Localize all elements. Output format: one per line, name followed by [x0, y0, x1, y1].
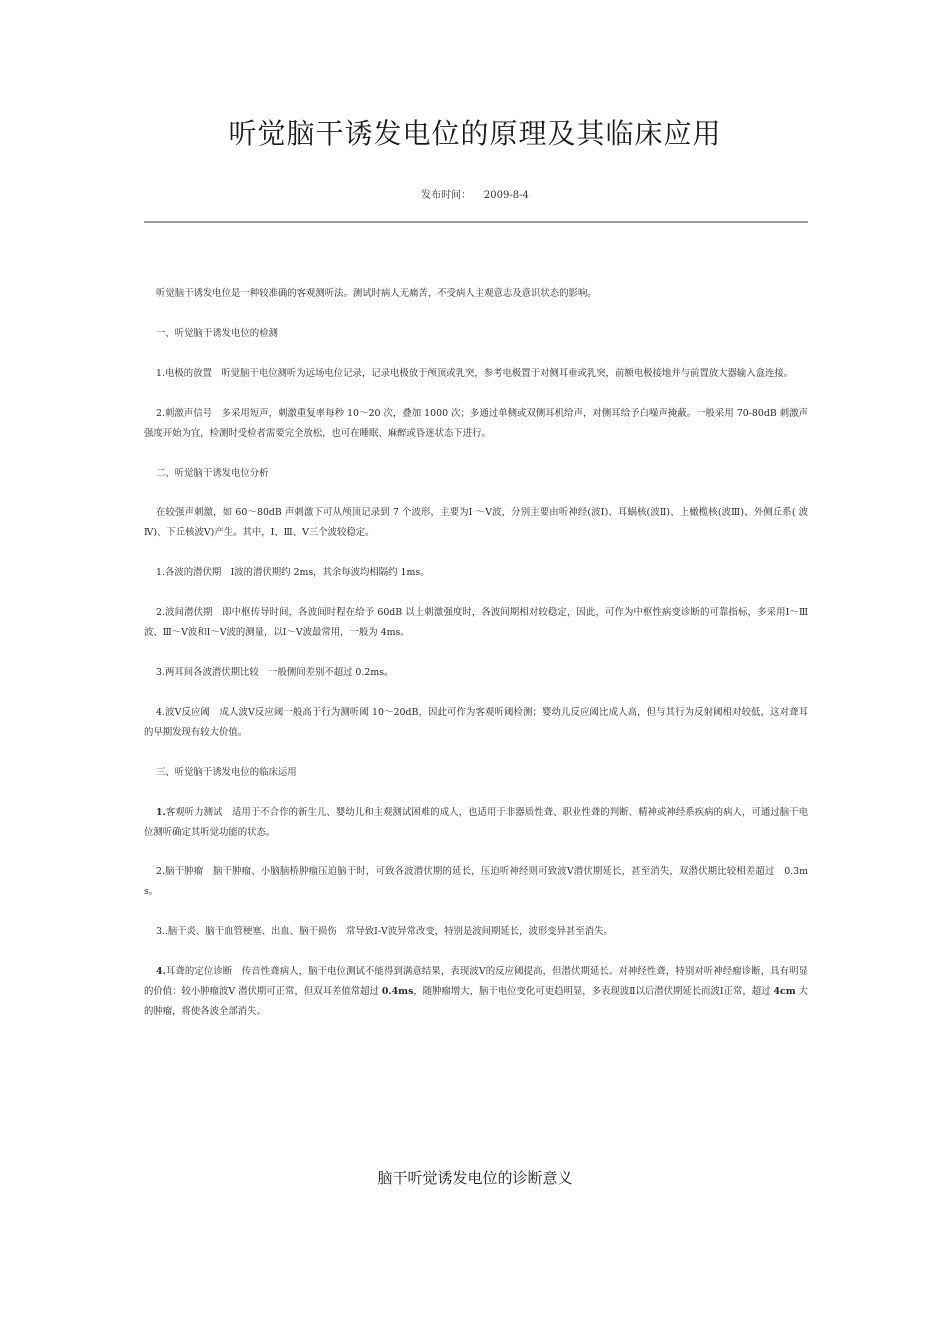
header-divider	[144, 221, 808, 223]
section-3-paragraph-1	[144, 803, 808, 843]
article-body	[144, 284, 808, 1042]
section-2-paragraph-4: 4.波Ⅴ反应阈 成人波Ⅴ反应阈一般高于行为测听阈 10～20dB，因此可作为客观听阈检测；婴幼儿反应阈比成人高，但与其行为反射阈相对较低，这对聋耳的早期发现有较大价值。	[144, 706, 808, 738]
item-value-size: 4cm	[773, 986, 796, 998]
section-1-heading: 一、听觉脑干诱发电位的检测	[156, 327, 278, 339]
item-text-a: 耳聋的定位诊断 传音性聋病人，脑干电位测试不能得到满意结果，表现波Ⅴ的反应阈提高，但潜伏期延长。对神经性聋，特别对听神经瘤诊断，具有明显的价值：较小肿瘤波Ⅴ 潜伏期可正常，但双耳差值常超过	[144, 966, 808, 998]
section-2-paragraph-2: 2.波间潜伏期 即中枢传导时间，各波间时程在给予 60dB 以上刺激强度时，各波间期相对较稳定，因此，可作为中枢性病变诊断的可靠指标，多采用Ⅰ～Ⅲ波、Ⅲ～Ⅴ波和Ⅰ～Ⅴ波的测量，以Ⅰ～Ⅴ波最常用，一般为 4ms。	[144, 607, 808, 639]
publish-date-value: 2009-8-4	[483, 190, 529, 201]
item-number: 1.	[156, 806, 166, 818]
section-2-heading: 二、听觉脑干诱发电位分析	[156, 467, 269, 479]
section-2-paragraph-1: 1.各波的潜伏期 Ⅰ波的潜伏期约 2ms，其余每波均相隔约 1ms。	[156, 567, 430, 579]
section-1-paragraph-1: 1.电极的放置 听觉脑干电位测听为远场电位记录，记录电极放于颅顶或乳突，参考电极置于对侧耳垂或乳突，前额电极接地并与前置放大器输入盒连接。	[156, 367, 794, 379]
item-text: 客观听力测试 适用于不合作的新生儿、婴幼儿和主观测试困难的成人，也适用于非器质性聋、职业性聋的判断、精神或神经系疾病的病人，可通过脑干电位测听确定其听觉功能的状态。	[144, 806, 808, 838]
section-3-heading: 三、听觉脑干诱发电位的临床运用	[156, 766, 297, 778]
section-2-paragraph-0: 在较强声刺激，如 60～80dB 声刺激下可从颅顶记录到 7 个波形，主要为Ⅰ ～Ⅴ波，分别主要由听神经(波Ⅰ)、耳蜗核(波Ⅱ)、上橄榄核(波Ⅲ)、外侧丘系( 波Ⅳ)、下丘核波Ⅴ)产生。其中，Ⅰ、Ⅲ、Ⅴ三个波较稳定。	[144, 507, 808, 539]
intro-paragraph: 听觉脑干诱发电位是一种较准确的客观测听法。测试时病人无痛苦，不受病人主观意志及意识状态的影响。	[156, 288, 597, 299]
publish-date-label: 发布时间：	[421, 190, 472, 201]
item-text-c: ，随肿瘤增大，脑干电位变化可更趋明显，多表现波Ⅱ以后潜伏期延长而波Ⅰ正常，超过	[413, 986, 774, 998]
section-subtitle: 脑干听觉诱发电位的诊断意义	[377, 1169, 573, 1187]
page-title: 听觉脑干诱发电位的原理及其临床应用	[228, 117, 722, 150]
item-number: 4.	[156, 966, 166, 978]
section-1-paragraph-2: 2.刺激声信号 多采用短声，刺激重复率每秒 10～20 次，叠加 1000 次；多通过单侧或双侧耳机给声，对侧耳给予白噪声掩蔽。一般采用 70-80dB 刺激声强度开始为宜，检测时受检者需要完全放松，也可在睡眠、麻醉或昏迷状态下进行。	[144, 407, 808, 439]
item-value-latency: 0.4ms	[381, 986, 414, 998]
section-2-paragraph-3: 3.两耳间各波潜伏期比较 一般侧间差别不超过 0.2ms。	[156, 666, 394, 678]
item-text-e: 大的肿瘤，将使各波全部消失。	[144, 986, 809, 1017]
section-3-paragraph-4	[144, 962, 808, 1022]
section-3-paragraph-3: 3..脑干炎、脑干血管梗塞、出血、脑干损伤 常导致Ⅰ-Ⅴ波异常改变，特别是波间期延长，波形变异甚至消失。	[156, 926, 613, 938]
section-3-paragraph-2: 2.脑干肿瘤 脑干肿瘤、小脑脑桥肿瘤压迫脑干时，可致各波潜伏期的延长，压迫听神经则可致波Ⅴ潜伏期延长，甚至消失，双潜伏期比较相差超过 0.3ms。	[144, 866, 808, 898]
publish-date	[0, 186, 950, 201]
